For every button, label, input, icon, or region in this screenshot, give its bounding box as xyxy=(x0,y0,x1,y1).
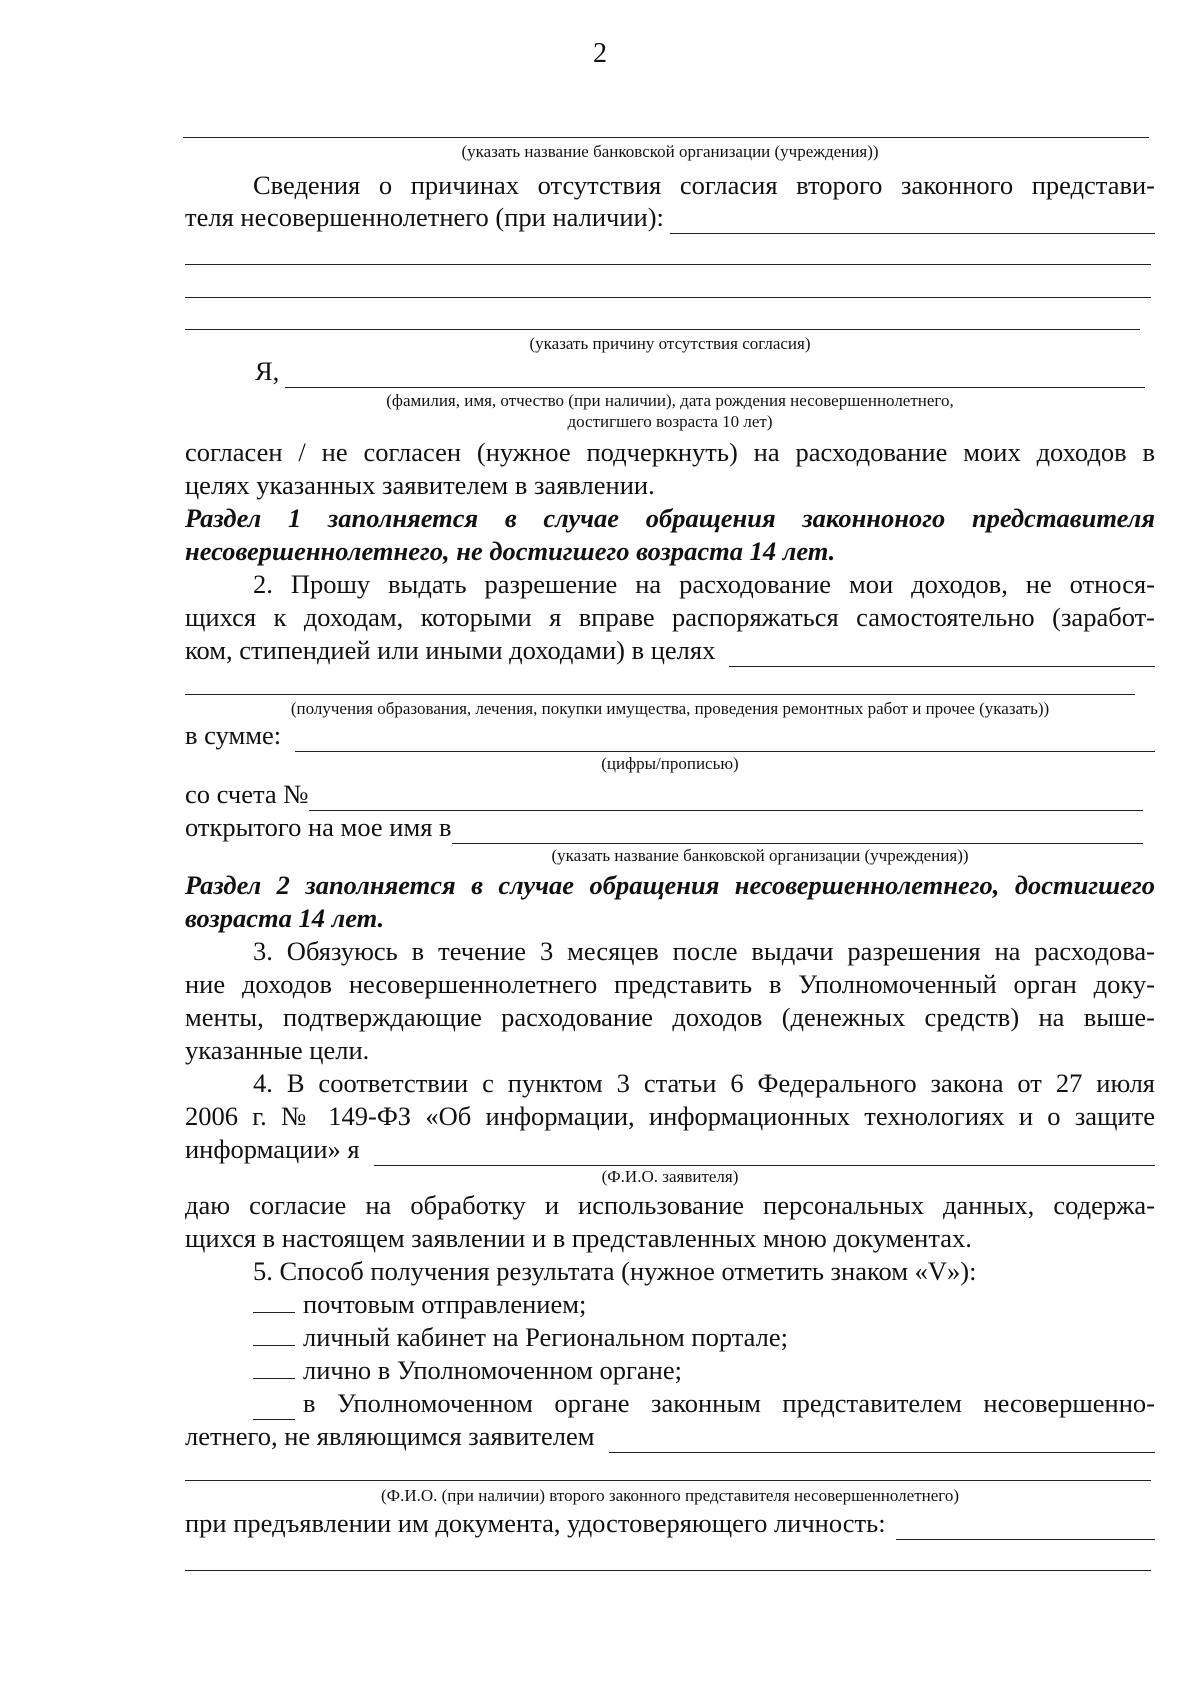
caption-reason: (указать причину отсутствия согласия) xyxy=(529,334,811,353)
reason-text-line2 xyxy=(185,201,1155,234)
p4-line4: даю согласие на обработку и использование персональных данных, содержа- xyxy=(185,1190,1155,1220)
caption-minor-line1: (фамилия, имя, отчество (при наличии), дата рождения несовершеннолетнего, xyxy=(386,391,954,410)
amount-field[interactable] xyxy=(295,725,1155,752)
option-portal xyxy=(185,1321,1155,1354)
applicant-fio-field[interactable] xyxy=(374,1139,1155,1166)
option-in-person-checkbox[interactable] xyxy=(253,1354,295,1379)
option-in-person xyxy=(185,1354,1155,1387)
section2-heading-line1: Раздел 2 заполняется в случае обращения несовершеннолетнего, достигшего xyxy=(185,870,1155,900)
opened-label: открытого на мое имя в xyxy=(185,812,452,842)
second-rep-label: летнего, не являющимся заявителем xyxy=(185,1421,595,1451)
option-portal-checkbox[interactable] xyxy=(253,1321,295,1346)
p5-line: 5. Способ получения результата (нужное отметить знаком «V»): xyxy=(253,1256,977,1286)
option-portal-label: личный кабинет на Региональном портале; xyxy=(303,1322,788,1352)
ya-label: Я, xyxy=(255,356,280,386)
option-in-person-label: лично в Уполномоченном органе; xyxy=(303,1355,682,1385)
opened-bank-field[interactable] xyxy=(452,817,1143,844)
caption-second-rep: (Ф.И.О. (при наличии) второго законного представителя несовершеннолетнего) xyxy=(381,1486,959,1505)
account-field[interactable] xyxy=(309,784,1143,811)
page-number: 2 xyxy=(593,38,607,69)
id-document-field[interactable] xyxy=(896,1513,1155,1540)
account-label: со счета № xyxy=(185,779,309,809)
p3-line3: менты, подтверждающие расходование доходов (денежных средств) на выше- xyxy=(185,1002,1155,1032)
amount-row xyxy=(185,719,1155,752)
option-mail-checkbox[interactable] xyxy=(253,1288,295,1313)
option-second-rep-line2 xyxy=(185,1420,1155,1453)
option-second-rep xyxy=(185,1387,1155,1420)
section2-heading-line2: возраста 14 лет. xyxy=(185,903,385,933)
caption-minor-line2: достигшего возраста 10 лет) xyxy=(567,412,773,431)
p4-line5: щихся в настоящем заявлении и в представленных мною документах. xyxy=(185,1223,972,1253)
caption-bank: (указать название банковской организации (учреждения)) xyxy=(551,846,969,865)
bank-name-line[interactable] xyxy=(183,137,1149,138)
p2-line3 xyxy=(185,634,1155,667)
section1-heading-line1: Раздел 1 заполняется в случае обращения законноного представителя xyxy=(185,503,1155,533)
purpose-field[interactable] xyxy=(729,640,1155,667)
section1-heading-line2: несовершеннолетнего, не достигшего возраста 14 лет. xyxy=(185,536,836,566)
option-mail xyxy=(185,1288,1155,1321)
option-second-rep-checkbox[interactable] xyxy=(253,1395,295,1420)
agree-line1: согласен / не согласен (нужное подчеркнуть) на расходование моих доходов в xyxy=(185,437,1155,467)
reason-label: теля несовершеннолетнего (при наличии): xyxy=(185,202,664,232)
reason-line-3[interactable] xyxy=(185,297,1151,298)
minor-name-row xyxy=(185,355,1145,388)
caption-purpose: (получения образования, лечения, покупки имущества, проведения ремонтных работ и прочее (указать)) xyxy=(290,699,1050,718)
p3-line1: 3. Обязуюсь в течение 3 месяцев после выдачи разрешения на расходова- xyxy=(253,936,1155,966)
amount-label: в сумме: xyxy=(185,720,282,750)
p2-line2: щихся к доходам, которыми я вправе распоряжаться самостоятельно (заработ- xyxy=(185,602,1155,632)
id-document-line-2[interactable] xyxy=(185,1570,1151,1571)
opened-row xyxy=(185,811,1155,844)
reason-field[interactable] xyxy=(670,207,1155,234)
second-rep-field[interactable] xyxy=(609,1426,1156,1453)
purpose-line-2[interactable] xyxy=(185,694,1135,695)
caption-amount: (цифры/прописью) xyxy=(601,754,739,773)
p2-line1: 2. Прошу выдать разрешение на расходование мои доходов, не относя- xyxy=(253,569,1155,599)
reason-text-line1: Сведения о причинах отсутствия согласия второго законного представи- xyxy=(253,170,1155,200)
option-second-rep-label: в Уполномоченном органе законным представителем несовершенно- xyxy=(303,1388,1155,1418)
present-label: при предъявлении им документа, удостоверяющего личность: xyxy=(185,1508,886,1538)
agree-line2: целях указанных заявителем в заявлении. xyxy=(185,470,655,500)
caption-fio-applicant: (Ф.И.О. заявителя) xyxy=(601,1167,739,1186)
account-row xyxy=(185,778,1155,811)
p3-line2: ние доходов несовершеннолетнего представить в Уполномоченный орган доку- xyxy=(185,969,1155,999)
p4-label: информации» я xyxy=(185,1134,360,1164)
minor-name-field[interactable] xyxy=(285,361,1145,388)
option-mail-label: почтовым отправлением; xyxy=(303,1289,587,1319)
p4-line2: 2006 г. № 149-ФЗ «Об информации, информационных технологиях и о защите xyxy=(185,1101,1155,1131)
present-row xyxy=(185,1507,1155,1540)
p3-line4: указанные цели. xyxy=(185,1035,370,1065)
reason-line-2[interactable] xyxy=(185,264,1151,265)
p4-line1: 4. В соответствии с пунктом 3 статьи 6 Федерального закона от 27 июля xyxy=(253,1068,1155,1098)
caption-bank-top: (указать название банковской организации (учреждения)) xyxy=(461,142,879,161)
p4-line3 xyxy=(185,1133,1155,1166)
second-rep-line-2[interactable] xyxy=(185,1480,1151,1481)
reason-line-4[interactable] xyxy=(185,329,1140,330)
purpose-label: ком, стипендией или иными доходами) в целях xyxy=(185,635,716,665)
